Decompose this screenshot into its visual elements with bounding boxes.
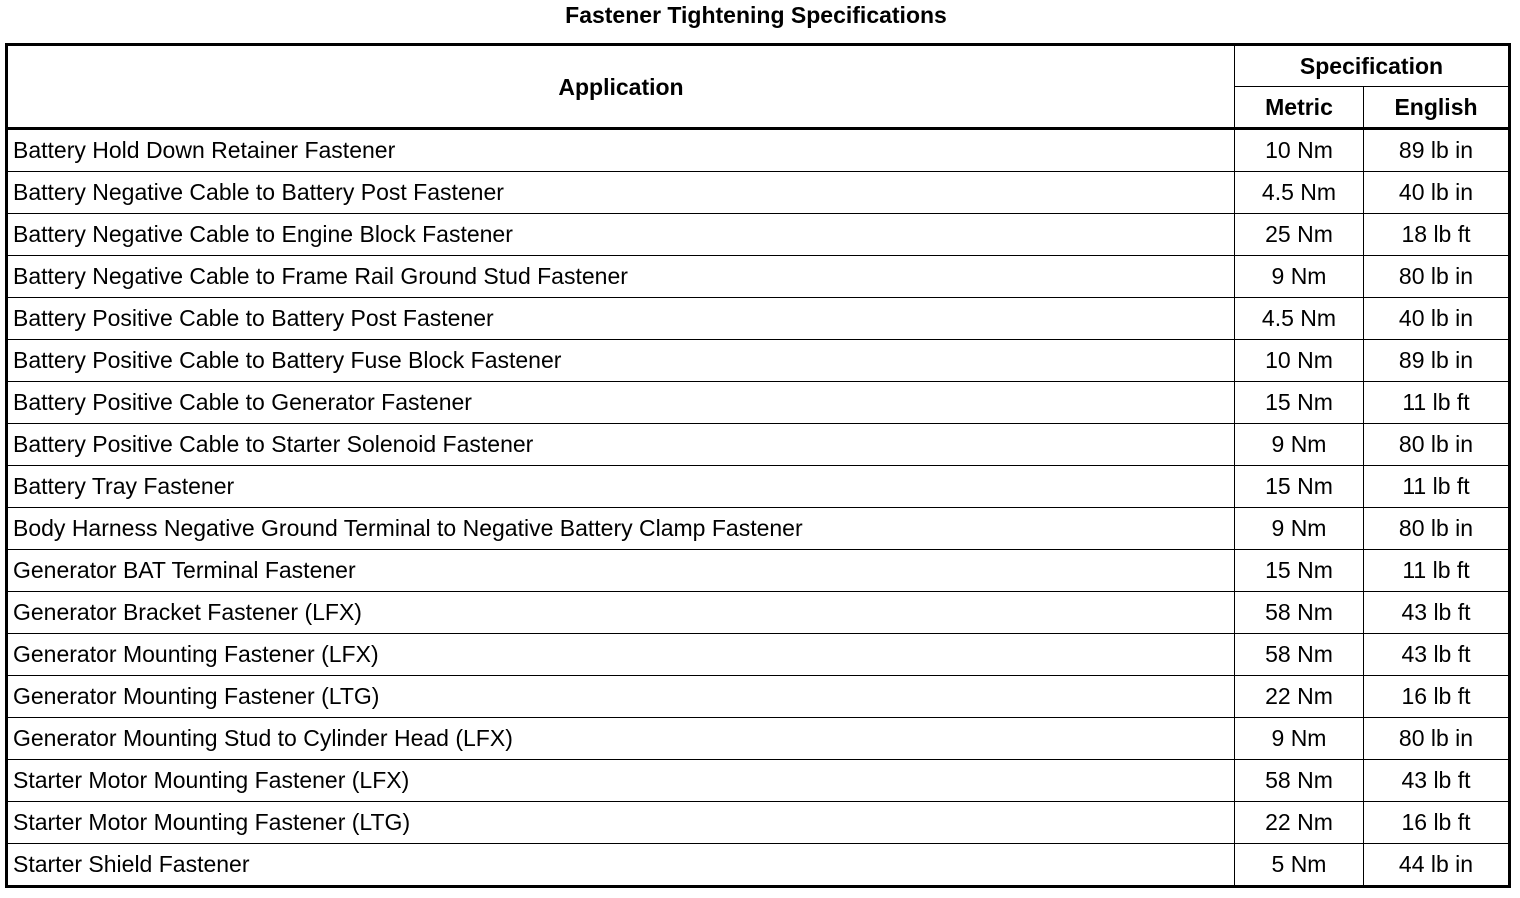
english-value-cell: 44 lb in: [1364, 844, 1510, 887]
english-value-cell: 11 lb ft: [1364, 466, 1510, 508]
application-cell: Generator BAT Terminal Fastener: [7, 550, 1235, 592]
table-row: [7, 634, 1510, 676]
metric-value-cell: 9 Nm: [1235, 424, 1364, 466]
application-cell: Battery Positive Cable to Generator Fastener: [7, 382, 1235, 424]
english-value-cell: 80 lb in: [1364, 718, 1510, 760]
english-value-cell: 18 lb ft: [1364, 214, 1510, 256]
english-value-cell: 89 lb in: [1364, 129, 1510, 172]
metric-value-cell: 10 Nm: [1235, 340, 1364, 382]
english-column-header: English: [1364, 87, 1510, 129]
table-row: [7, 508, 1510, 550]
application-cell: Starter Shield Fastener: [7, 844, 1235, 887]
application-cell: Body Harness Negative Ground Terminal to Negative Battery Clamp Fastener: [7, 508, 1235, 550]
application-cell: Starter Motor Mounting Fastener (LFX): [7, 760, 1235, 802]
metric-value-cell: 9 Nm: [1235, 256, 1364, 298]
metric-value-cell: 58 Nm: [1235, 592, 1364, 634]
english-value-cell: 43 lb ft: [1364, 634, 1510, 676]
metric-value-cell: 58 Nm: [1235, 634, 1364, 676]
english-value-cell: 11 lb ft: [1364, 382, 1510, 424]
table-row: [7, 676, 1510, 718]
metric-value-cell: 15 Nm: [1235, 466, 1364, 508]
application-column-header: Application: [7, 45, 1235, 129]
english-value-cell: 80 lb in: [1364, 256, 1510, 298]
table-row: [7, 550, 1510, 592]
application-cell: Generator Bracket Fastener (LFX): [7, 592, 1235, 634]
table-row: [7, 760, 1510, 802]
english-value-cell: 89 lb in: [1364, 340, 1510, 382]
metric-value-cell: 25 Nm: [1235, 214, 1364, 256]
fastener-spec-table: [5, 43, 1511, 888]
english-value-cell: 11 lb ft: [1364, 550, 1510, 592]
table-row: [7, 802, 1510, 844]
application-cell: Battery Positive Cable to Starter Solenoid Fastener: [7, 424, 1235, 466]
table-row: [7, 214, 1510, 256]
table-row: [7, 129, 1510, 172]
table-row: [7, 592, 1510, 634]
application-cell: Battery Hold Down Retainer Fastener: [7, 129, 1235, 172]
table-row: [7, 718, 1510, 760]
table-row: [7, 424, 1510, 466]
application-cell: Battery Positive Cable to Battery Fuse Block Fastener: [7, 340, 1235, 382]
application-cell: Generator Mounting Stud to Cylinder Head (LFX): [7, 718, 1235, 760]
metric-value-cell: 22 Nm: [1235, 802, 1364, 844]
english-value-cell: 43 lb ft: [1364, 592, 1510, 634]
table-body: [7, 129, 1510, 887]
application-cell: Battery Negative Cable to Frame Rail Ground Stud Fastener: [7, 256, 1235, 298]
table-header: [7, 45, 1510, 129]
table-row: [7, 298, 1510, 340]
page-title: Fastener Tightening Specifications: [565, 2, 947, 28]
table-row: [7, 844, 1510, 887]
metric-value-cell: 9 Nm: [1235, 508, 1364, 550]
application-cell: Starter Motor Mounting Fastener (LTG): [7, 802, 1235, 844]
application-cell: Battery Tray Fastener: [7, 466, 1235, 508]
specification-column-header: Specification: [1235, 45, 1510, 87]
english-value-cell: 40 lb in: [1364, 298, 1510, 340]
table-row: [7, 466, 1510, 508]
english-value-cell: 80 lb in: [1364, 424, 1510, 466]
metric-value-cell: 58 Nm: [1235, 760, 1364, 802]
application-cell: Battery Negative Cable to Battery Post Fastener: [7, 172, 1235, 214]
english-value-cell: 40 lb in: [1364, 172, 1510, 214]
table-row: [7, 256, 1510, 298]
application-cell: Generator Mounting Fastener (LTG): [7, 676, 1235, 718]
application-cell: Generator Mounting Fastener (LFX): [7, 634, 1235, 676]
english-value-cell: 43 lb ft: [1364, 760, 1510, 802]
application-cell: Battery Positive Cable to Battery Post Fastener: [7, 298, 1235, 340]
metric-value-cell: 22 Nm: [1235, 676, 1364, 718]
metric-value-cell: 9 Nm: [1235, 718, 1364, 760]
table-row: [7, 340, 1510, 382]
metric-value-cell: 5 Nm: [1235, 844, 1364, 887]
metric-value-cell: 15 Nm: [1235, 550, 1364, 592]
english-value-cell: 80 lb in: [1364, 508, 1510, 550]
english-value-cell: 16 lb ft: [1364, 676, 1510, 718]
metric-value-cell: 10 Nm: [1235, 129, 1364, 172]
metric-value-cell: 4.5 Nm: [1235, 172, 1364, 214]
application-cell: Battery Negative Cable to Engine Block Fastener: [7, 214, 1235, 256]
table-row: [7, 172, 1510, 214]
table-row: [7, 382, 1510, 424]
english-value-cell: 16 lb ft: [1364, 802, 1510, 844]
metric-value-cell: 15 Nm: [1235, 382, 1364, 424]
metric-value-cell: 4.5 Nm: [1235, 298, 1364, 340]
metric-column-header: Metric: [1235, 87, 1364, 129]
